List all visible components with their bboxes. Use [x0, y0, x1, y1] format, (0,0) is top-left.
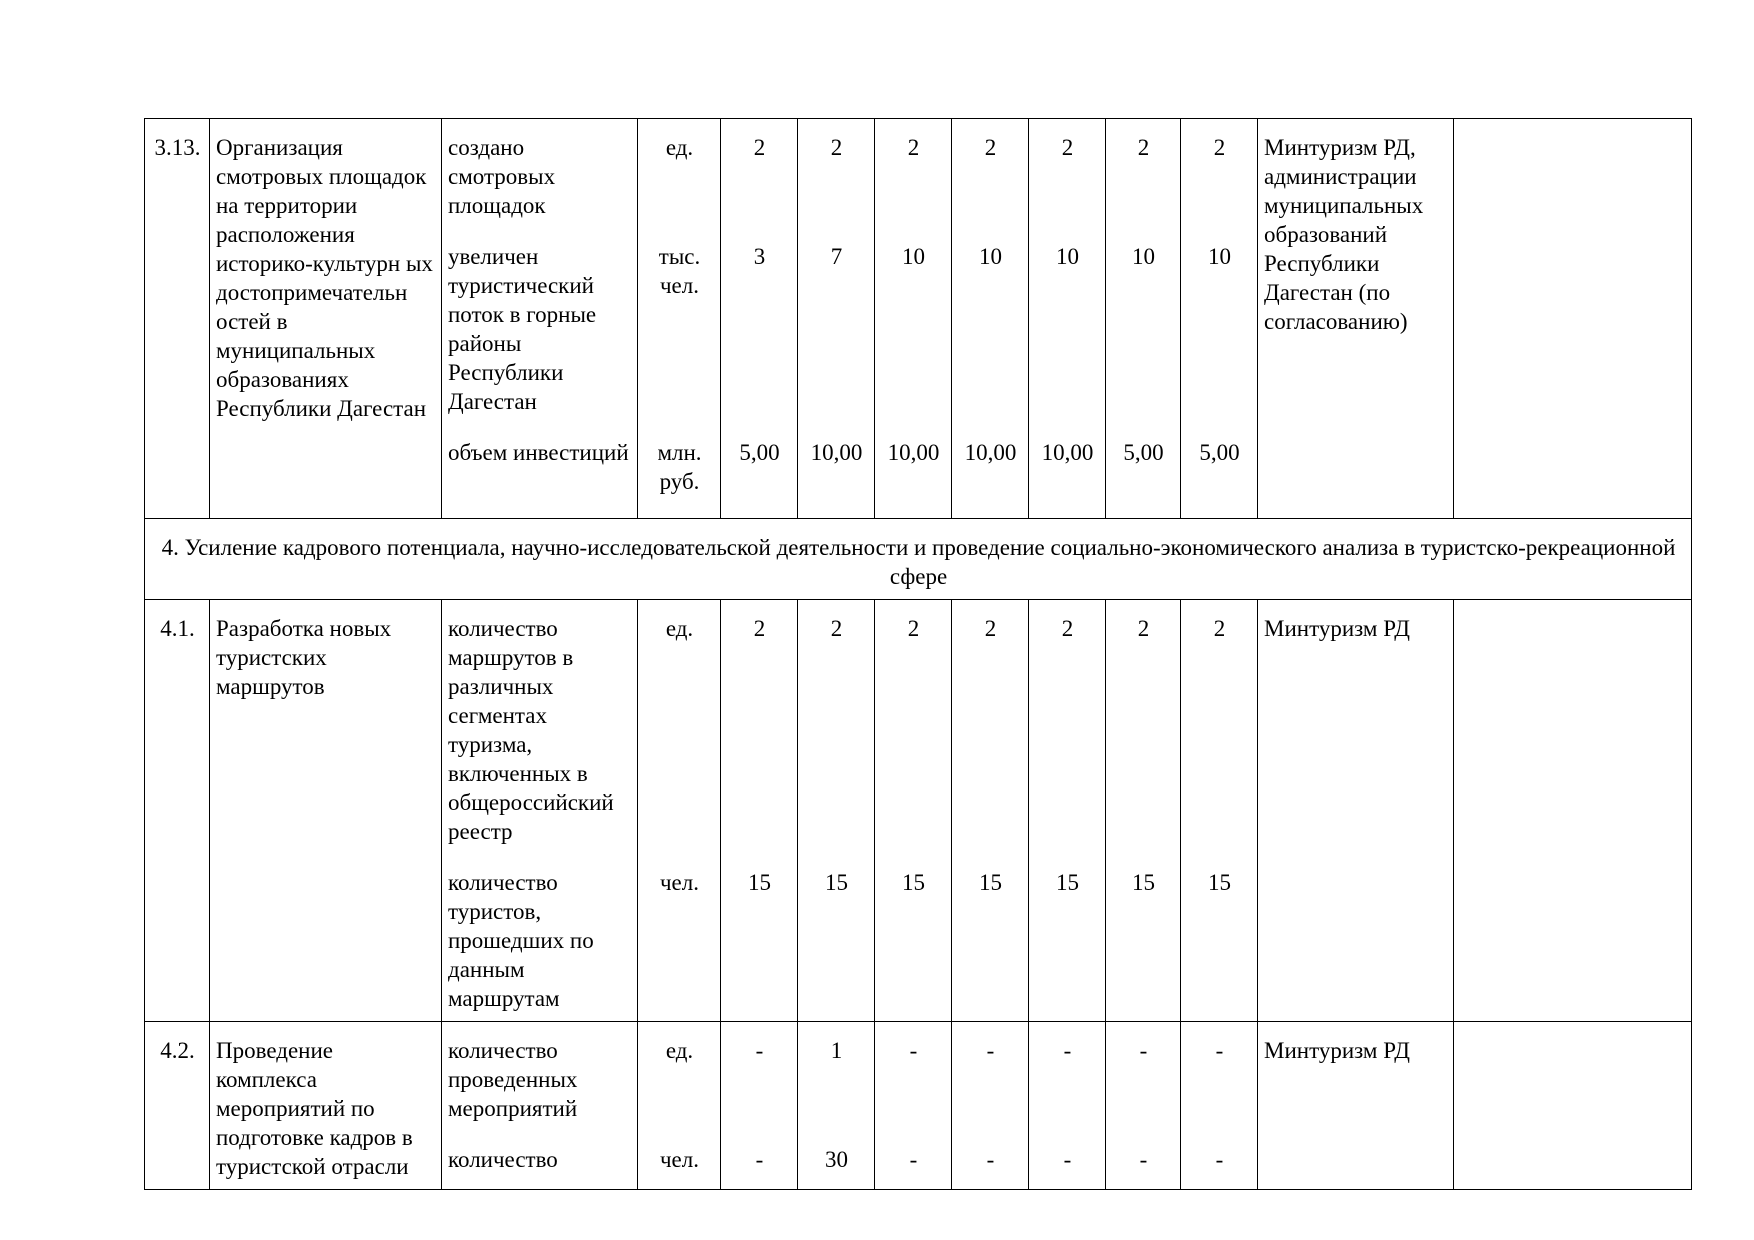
value: 2 — [1213, 616, 1226, 641]
value-cell — [1106, 1022, 1181, 1190]
value: - — [909, 1038, 918, 1063]
table-row — [145, 119, 1692, 519]
value: 10 — [902, 244, 925, 269]
value: 10 — [1208, 244, 1231, 269]
measure-name: Организация смотровых площадок на территории расположения историко-культурн ых достопримечательн остей в муниципальных образованиях Республики Дагестан — [210, 119, 442, 519]
value-cell — [952, 600, 1029, 1022]
value: 15 — [1208, 870, 1231, 895]
value: 10 — [1056, 244, 1079, 269]
value: - — [909, 1147, 918, 1172]
value: 10,00 — [1041, 440, 1094, 465]
value: - — [986, 1147, 995, 1172]
value: - — [986, 1038, 995, 1063]
value: 10,00 — [810, 440, 863, 465]
value: 5,00 — [739, 440, 780, 465]
row-number: 4.1. — [145, 600, 210, 1022]
value: - — [1215, 1038, 1224, 1063]
indicator-label: количество туристов, прошедших по данным маршрутам — [448, 870, 594, 1011]
value-cell — [875, 600, 952, 1022]
measure-name: Разработка новых туристских маршрутов — [210, 600, 442, 1022]
value: 2 — [984, 616, 997, 641]
unit-cell — [638, 1022, 721, 1190]
value: 5,00 — [1199, 440, 1240, 465]
value: 2 — [1061, 135, 1074, 160]
value: - — [755, 1147, 764, 1172]
value: - — [1139, 1038, 1148, 1063]
value: 2 — [830, 135, 843, 160]
section-title: 4. Усиление кадрового потенциала, научно-исследовательской деятельности и проведение социально-экономического анализа в туристско-рекреационной сфере — [145, 519, 1692, 600]
program-table — [144, 118, 1692, 1190]
value-cell — [875, 119, 952, 519]
indicator-cell — [442, 600, 638, 1022]
note-cell — [1454, 1022, 1692, 1190]
value: 15 — [748, 870, 771, 895]
unit-label: чел. — [659, 1147, 699, 1172]
value-cell — [952, 1022, 1029, 1190]
value-cell — [721, 1022, 798, 1190]
value: 10 — [979, 244, 1002, 269]
value: 1 — [830, 1038, 843, 1063]
unit-cell — [638, 119, 721, 519]
indicator-cell — [442, 1022, 638, 1190]
value-cell — [798, 1022, 875, 1190]
value: 10,00 — [964, 440, 1017, 465]
table-row — [145, 1022, 1692, 1190]
value-cell — [1029, 119, 1106, 519]
unit-label: ед. — [665, 135, 694, 160]
value: 2 — [753, 616, 766, 641]
measure-name: Проведение комплекса мероприятий по подготовке кадров в туристской отрасли — [210, 1022, 442, 1190]
indicator-label: объем инвестиций — [448, 440, 629, 465]
indicator-label: количество — [448, 1147, 558, 1172]
value: 10 — [1132, 244, 1155, 269]
value-cell — [1181, 1022, 1258, 1190]
value-cell — [1181, 119, 1258, 519]
note-cell — [1454, 600, 1692, 1022]
row-number: 4.2. — [145, 1022, 210, 1190]
indicator-label: количество проведенных мероприятий — [448, 1038, 578, 1121]
value: 2 — [753, 135, 766, 160]
unit-label: ед. — [665, 1038, 694, 1063]
value: 2 — [1213, 135, 1226, 160]
value-cell — [798, 600, 875, 1022]
value-cell — [1106, 600, 1181, 1022]
value: 2 — [830, 616, 843, 641]
value: 2 — [907, 616, 920, 641]
value: - — [1139, 1147, 1148, 1172]
indicator-cell — [442, 119, 638, 519]
responsible-cell: Минтуризм РД, администрации муниципальных образований Республики Дагестан (по согласованию) — [1258, 119, 1454, 519]
value: - — [1215, 1147, 1224, 1172]
value: 15 — [1132, 870, 1155, 895]
value: - — [1063, 1147, 1072, 1172]
value-cell — [721, 119, 798, 519]
value-cell — [952, 119, 1029, 519]
value: - — [755, 1038, 764, 1063]
value-cell — [1181, 600, 1258, 1022]
unit-label: тыс. чел. — [658, 244, 701, 298]
responsible-cell: Минтуризм РД — [1258, 1022, 1454, 1190]
value-cell — [1029, 600, 1106, 1022]
note-cell — [1454, 119, 1692, 519]
value: 2 — [1137, 135, 1150, 160]
value: 30 — [825, 1147, 848, 1172]
indicator-label: создано смотровых площадок — [448, 135, 556, 218]
value: 3 — [753, 244, 766, 269]
value: 10,00 — [887, 440, 940, 465]
value-cell — [1106, 119, 1181, 519]
value: 15 — [979, 870, 1002, 895]
value-cell — [875, 1022, 952, 1190]
unit-label: млн. руб. — [657, 440, 702, 494]
table-row — [145, 600, 1692, 1022]
value-cell — [721, 600, 798, 1022]
value: 2 — [1061, 616, 1074, 641]
unit-cell — [638, 600, 721, 1022]
row-number: 3.13. — [145, 119, 210, 519]
unit-label: ед. — [665, 616, 694, 641]
value: - — [1063, 1038, 1072, 1063]
value-cell — [798, 119, 875, 519]
value-cell — [1029, 1022, 1106, 1190]
unit-label: чел. — [659, 870, 699, 895]
value: 5,00 — [1123, 440, 1164, 465]
value: 15 — [825, 870, 848, 895]
value: 2 — [984, 135, 997, 160]
value: 7 — [830, 244, 843, 269]
indicator-label: увеличен туристический поток в горные районы Республики Дагестан — [448, 244, 597, 414]
value: 2 — [1137, 616, 1150, 641]
value: 2 — [907, 135, 920, 160]
value: 15 — [902, 870, 925, 895]
indicator-label: количество маршрутов в различных сегментах туризма, включенных в общероссийский реестр — [448, 616, 614, 844]
responsible-cell: Минтуризм РД — [1258, 600, 1454, 1022]
value: 15 — [1056, 870, 1079, 895]
section-row — [145, 519, 1692, 600]
